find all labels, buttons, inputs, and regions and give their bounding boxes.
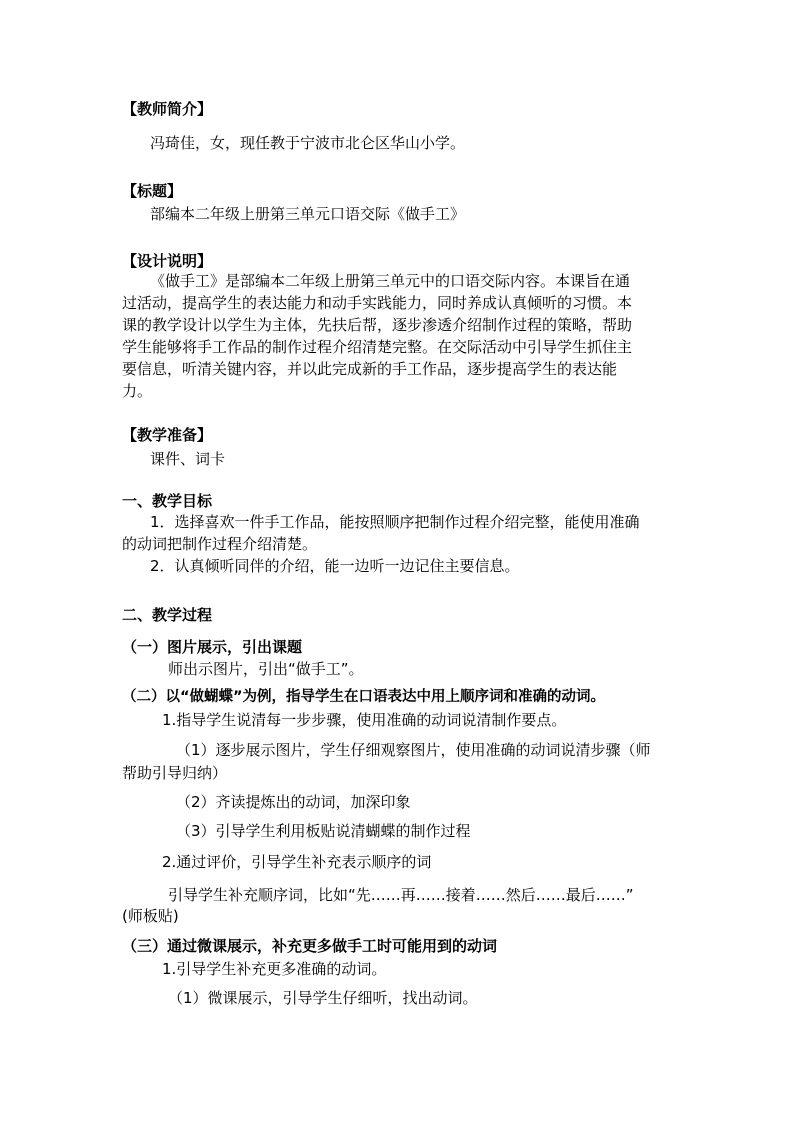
process-s2-item1-a2: 帮助引导归纳） xyxy=(122,764,228,782)
prep-text: 课件、词卡 xyxy=(150,450,226,468)
design-line: 课的教学设计以学生为主体，先扶后帮，逐步渗透介绍制作过程的策略，帮助 xyxy=(122,316,633,334)
design-line: 要信息，听清关键内容，并以此完成新的手工作品，逐步提高学生的表达能 xyxy=(122,360,618,378)
process-s2-item2-text2: (师板贴) xyxy=(122,907,179,925)
title-heading: 【标题】 xyxy=(122,182,183,200)
process-s2-item1-b: （2）齐读提炼出的动词，加深印象 xyxy=(176,793,411,811)
process-heading: 二、教学过程 xyxy=(122,606,213,624)
process-s3-item1-a: （1）微课展示，引导学生仔细听，找出动词。 xyxy=(168,989,478,1007)
goal-line: 2．认真倾听同伴的介绍，能一边听一边记住主要信息。 xyxy=(150,557,520,575)
prep-heading: 【教学准备】 xyxy=(122,426,213,444)
goals-heading: 一、教学目标 xyxy=(122,492,213,510)
process-s2-item1: 1.指导学生说清每一步步骤，使用准确的动词说清制作要点。 xyxy=(162,711,567,729)
teacher-heading: 【教师简介】 xyxy=(122,100,213,118)
process-s2-heading: （二）以“做蝴蝶”为例，指导学生在口语表达中用上顺序词和准确的动词。 xyxy=(122,689,606,705)
process-s1-heading: （一）图片展示，引出课题 xyxy=(122,638,303,656)
process-s2-item1-a1: （1）逐步展示图片，学生仔细观察图片，使用准确的动词说清步骤（师 xyxy=(176,741,651,759)
process-s2-item2: 2.通过评价，引导学生补充表示顺序的词 xyxy=(162,853,432,871)
process-s3-item1: 1.引导学生补充更多准确的动词。 xyxy=(162,960,387,978)
process-s1-text: 师出示图片，引出“做手工”。 xyxy=(168,660,364,678)
goal-line: 1．选择喜欢一件手工作品，能按照顺序把制作过程介绍完整，能使用准确 xyxy=(150,513,640,531)
design-heading: 【设计说明】 xyxy=(122,252,213,270)
design-line: 力。 xyxy=(122,382,153,400)
goal-line: 的动词把制作过程介绍清楚。 xyxy=(122,535,318,553)
process-s3-heading: （三）通过微课展示，补充更多做手工时可能用到的动词 xyxy=(122,937,498,955)
teacher-text: 冯琦佳，女，现任教于宁波市北仑区华山小学。 xyxy=(150,134,466,152)
design-line: 《做手工》是部编本二年级上册第三单元中的口语交际内容。本课旨在通 xyxy=(150,272,631,290)
process-s2-item2-text1: 引导学生补充顺序词，比如“先……再……接着……然后……最后……” xyxy=(168,886,634,904)
title-text: 部编本二年级上册第三单元口语交际《做手工》 xyxy=(150,205,466,223)
design-line: 过活动，提高学生的表达能力和动手实践能力，同时养成认真倾听的习惯。本 xyxy=(122,294,633,312)
design-line: 学生能够将手工作品的制作过程介绍清楚完整。在交际活动中引导学生抓住主 xyxy=(122,338,633,356)
process-s2-item1-c: （3）引导学生利用板贴说清蝴蝶的制作过程 xyxy=(176,822,471,840)
